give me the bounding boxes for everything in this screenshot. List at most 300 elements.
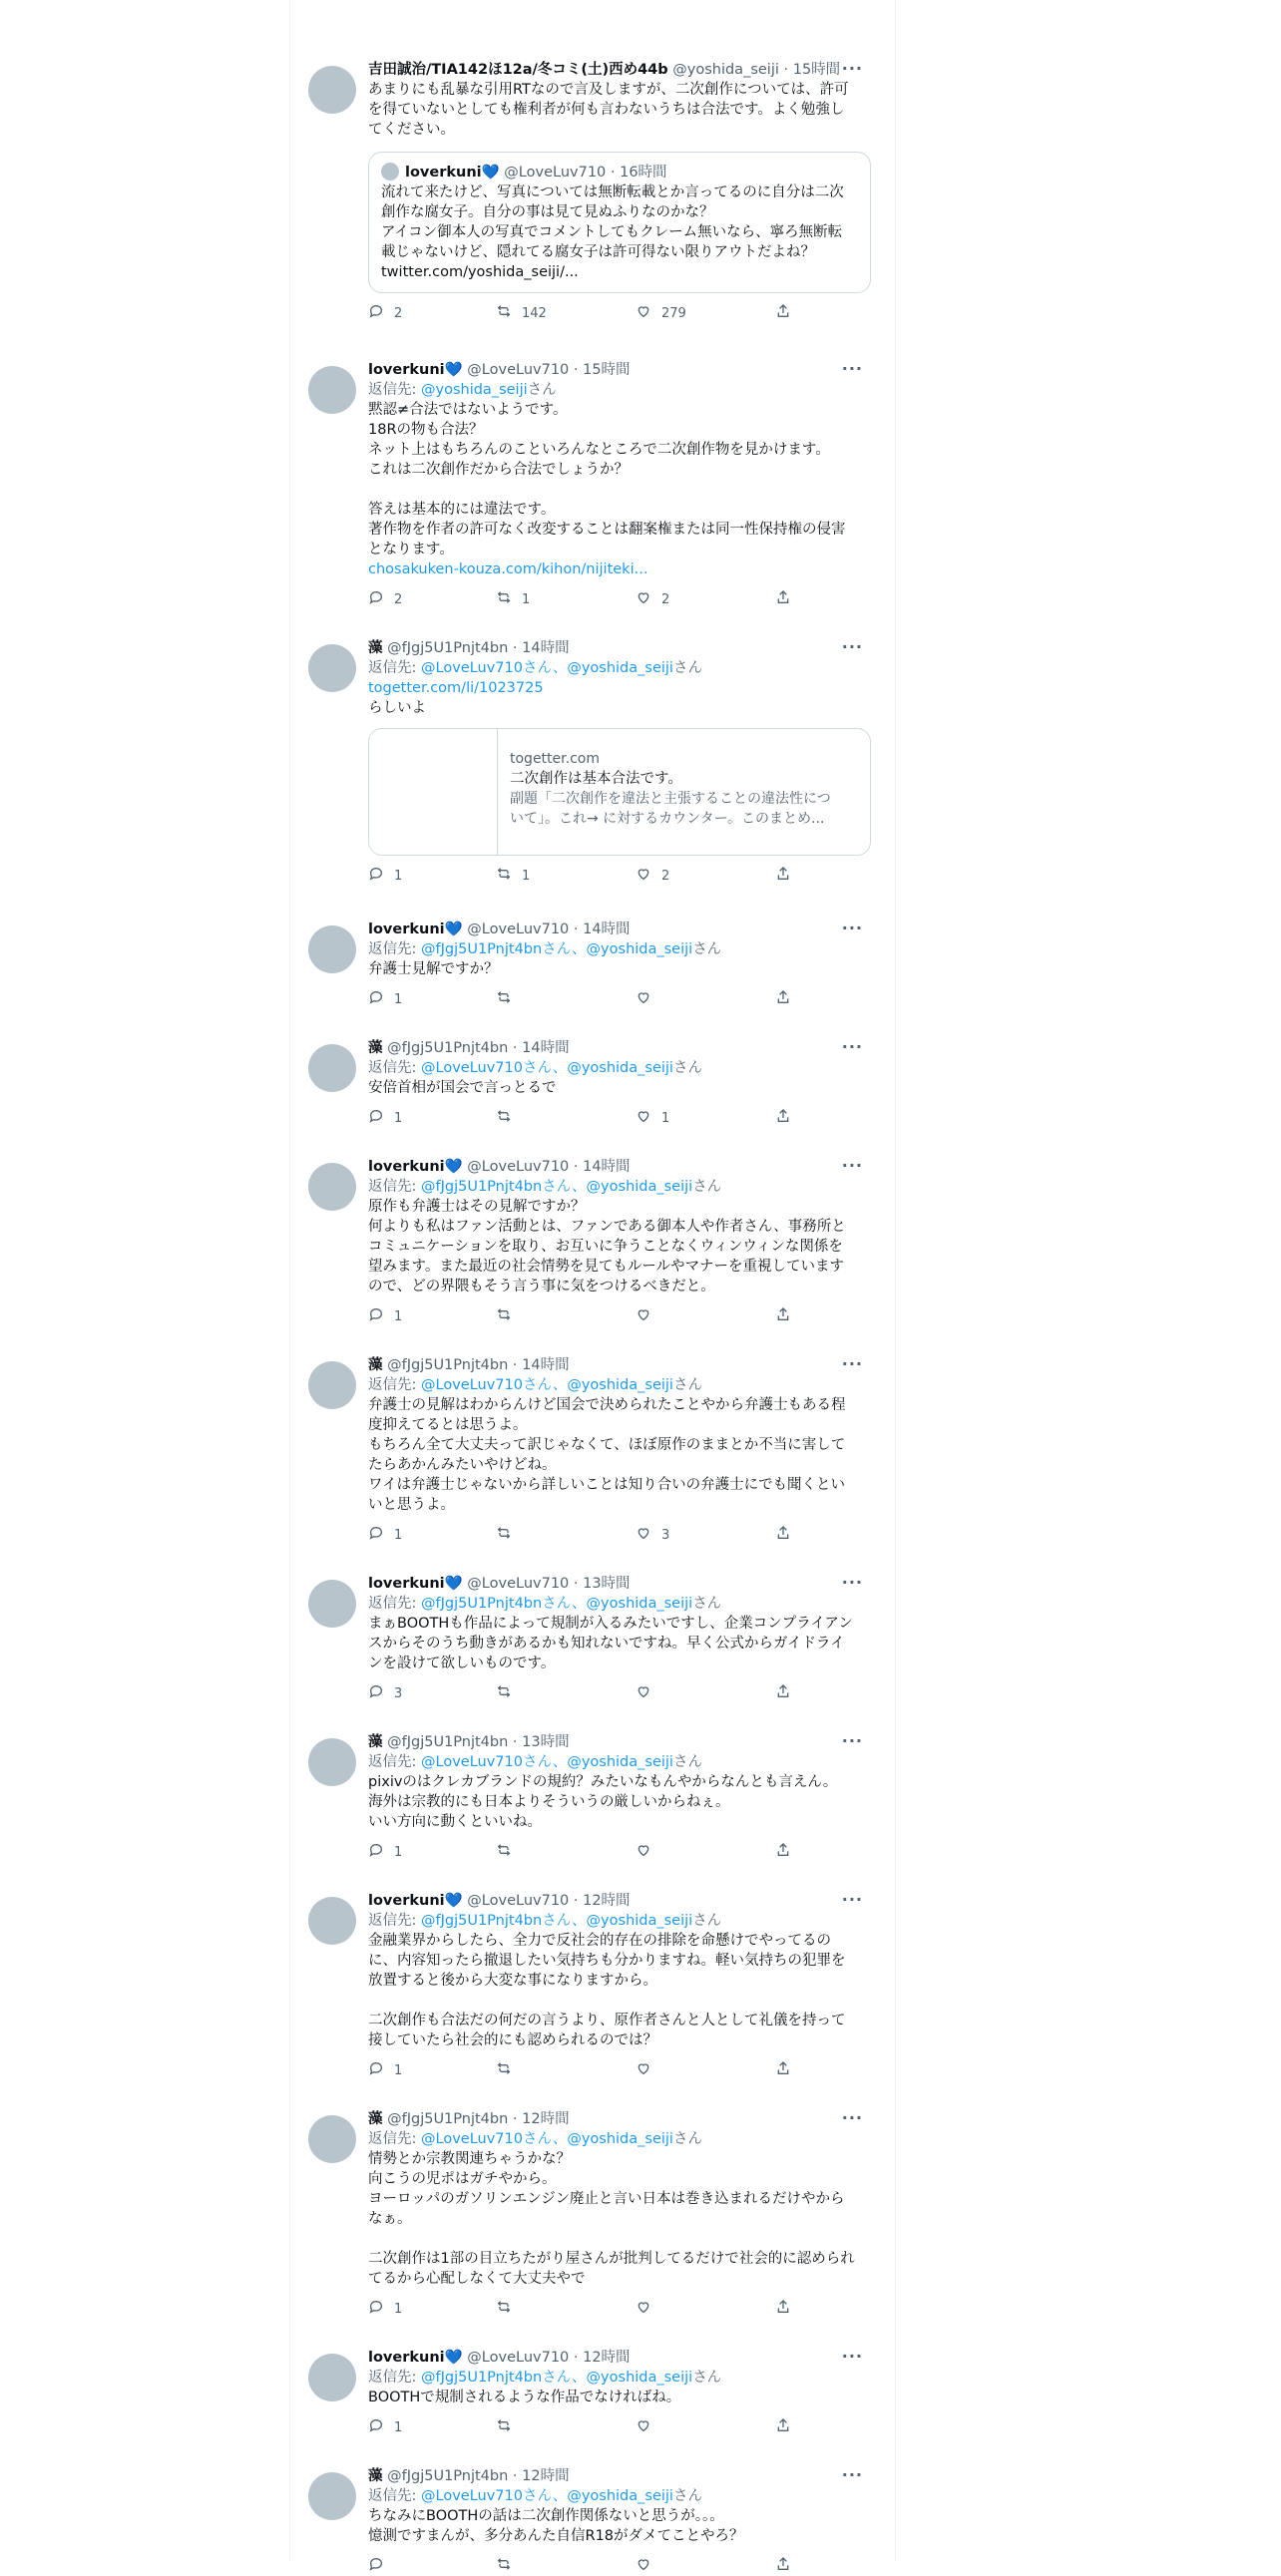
reply-count: 2 [394,305,403,321]
like-icon [636,866,651,886]
tweet-content [368,2466,879,2576]
retweet-button[interactable] [496,2556,522,2576]
tweet-header [368,1157,879,1177]
timestamp[interactable]: · 14時間 [512,1040,570,1056]
reply-count: 1 [394,868,403,884]
retweet-icon [496,2060,512,2080]
avatar[interactable] [308,366,356,414]
reply-to-mentions[interactable]: @yoshida_seiji [421,382,528,398]
author-name[interactable]: 藻 [368,1040,383,1056]
tweet-actions [368,589,879,609]
share-button[interactable] [775,589,791,609]
tweet-content [368,1891,879,2080]
like-icon [636,1842,651,1862]
tweet-content [368,1732,879,1862]
avatar[interactable] [308,1580,356,1628]
share-icon [775,2417,791,2437]
tweet-content [368,1355,879,1545]
reply-button[interactable] [368,989,402,1009]
link-card-thumbnail [369,729,498,855]
like-button[interactable] [636,989,661,1009]
retweet-button[interactable] [496,1108,522,1128]
retweet-button[interactable] [496,866,530,886]
more-options-icon[interactable]: ··· [841,2465,863,2484]
reply-icon [368,2060,384,2080]
author-handle[interactable]: @fJgj5U1Pnjt4bn [387,1357,509,1373]
reply-to-suffix: さん [672,1060,702,1076]
share-button[interactable] [775,2417,791,2437]
timestamp[interactable]: · 12時間 [573,2350,631,2366]
more-options-icon[interactable]: ··· [841,359,863,378]
like-icon [636,2556,651,2576]
share-icon [775,2060,791,2080]
retweet-icon [496,1842,512,1862]
like-icon [636,2417,651,2437]
reply-to-prefix: 返信先: [368,941,421,957]
retweet-button[interactable] [496,303,547,323]
share-icon [775,303,791,323]
retweet-button[interactable] [496,989,522,1009]
retweet-count: 1 [522,868,531,884]
author-name[interactable]: 藻 [368,1357,383,1373]
avatar[interactable] [308,2115,356,2163]
reply-icon [368,1108,384,1128]
author-handle[interactable]: @LoveLuv710 [467,1893,570,1909]
tweet-actions [368,1683,879,1703]
reply-to-mentions[interactable]: @LoveLuv710さん、@yoshida_seiji [421,2131,673,2147]
reply-to-mentions[interactable]: @fJgj5U1Pnjt4bnさん、@yoshida_seiji [421,2370,693,2386]
reply-to-mentions[interactable]: @fJgj5U1Pnjt4bnさん、@yoshida_seiji [421,1913,693,1929]
retweet-button[interactable] [496,2060,522,2080]
like-button[interactable] [636,2556,661,2576]
tweet-actions [368,1306,879,1326]
tweet-text: あまりにも乱暴な引用RTなので言及しますが、二次創作については、許可 を得ていないとしても権利者が何も言わないうちは合法です。よく勉強し てください。 [368,82,849,138]
reply-button[interactable] [368,1842,402,1862]
retweet-icon [496,2299,512,2319]
tweet-header [368,1732,879,1752]
author-name[interactable]: loverkuni💙 [368,2350,463,2366]
link-card-title: 二次創作は基本合法です。 [510,771,682,787]
reply-to-suffix: さん [672,2488,702,2504]
more-options-icon[interactable]: ··· [841,637,863,656]
more-options-icon[interactable]: ··· [841,2108,863,2127]
timestamp[interactable]: · 15時間 [783,62,841,78]
like-icon [636,989,651,1009]
tweet-actions [368,1842,879,1862]
reply-count: 1 [394,1308,403,1324]
author-handle[interactable]: @fJgj5U1Pnjt4bn [387,2468,509,2484]
retweet-icon [496,1108,512,1128]
timestamp[interactable]: · 12時間 [512,2111,570,2127]
tweet-text: 金融業界からしたら、全力で反社会的存在の排除を命懸けでやってるの に、内容知ったら撤退したい気持ちも分かりますね。軽い気持ちの犯罪を 放置すると後から大変な事になりますから。 二次創作も合法だの何だの言うより、原作者さんと人として礼儀を持って 接していたら社会的にも認められるのでは？ [368,1933,846,2048]
reply-to [368,2368,879,2388]
tweet-text: 黙認≠合法ではないようです。 18Rの物も合法？ ネット上はもちろんのこといろんなところで二次創作物を見かけます。 これは二次創作だから合法でしょうか？ 答えは基本的には違法です。 著作物を作者の許可なく改変することは翻案権または同一性保持権の侵害 となります。 [368,402,846,557]
reply-icon [368,589,384,609]
reply-button[interactable] [368,2299,402,2319]
share-button[interactable] [775,2060,791,2080]
timestamp[interactable]: · 13時間 [512,1734,570,1750]
reply-icon [368,2556,384,2576]
like-button[interactable] [636,2060,661,2080]
retweet-icon [496,1525,512,1545]
link-card[interactable] [368,728,871,856]
reply-to-prefix: 返信先: [368,1377,421,1393]
quoted-timestamp: · 16時間 [610,165,667,181]
retweet-button[interactable] [496,1525,522,1545]
avatar[interactable] [308,2354,356,2401]
retweet-icon [496,303,512,323]
avatar[interactable] [308,1044,356,1092]
tweet-header [368,638,879,658]
tweet-actions [368,303,879,323]
link-card-body [498,729,870,855]
reply-count: 1 [394,2062,403,2078]
more-options-icon[interactable]: ··· [841,1354,863,1373]
tweet-text: まぁBOOTHも作品によって規制が入るみたいですし、企業コンプライアン スからそのうち動きがあるかも知れないですね。早く公式からガイドライ ンを設けて欲しいものです。 [368,1616,853,1671]
reply-icon [368,1306,384,1326]
like-icon [636,1683,651,1703]
avatar[interactable] [308,925,356,973]
reply-to [368,1911,879,1931]
reply-icon [368,303,384,323]
retweet-count: 142 [522,305,547,321]
tweet-link[interactable]: chosakuken-kouza.com/kihon/nijiteki... [368,561,648,577]
share-icon [775,1306,791,1326]
author-name[interactable]: 藻 [368,1734,383,1750]
more-options-icon[interactable]: ··· [841,59,863,78]
like-icon [636,303,651,323]
reply-to-prefix: 返信先: [368,660,421,676]
share-button[interactable] [775,1683,791,1703]
retweet-icon [496,1683,512,1703]
like-button[interactable] [636,2299,661,2319]
share-button[interactable] [775,1306,791,1326]
reply-to-mentions[interactable]: @fJgj5U1Pnjt4bnさん、@yoshida_seiji [421,941,693,957]
tweet-actions [368,866,879,886]
more-options-icon[interactable]: ··· [841,2347,863,2366]
tweet-header [368,2348,879,2368]
reply-to-mentions[interactable]: @LoveLuv710さん、@yoshida_seiji [421,2488,673,2504]
quoted-tweet-text: 流れて来たけど、写真については無断転載とか言ってるのに自分は二次 創作な腐女子。自分の事は見て見ぬふりなのかな？ アイコン御本人の写真でコメントしてもクレーム無いなら、寧ろ無断転 載じゃないけど、隠れてる腐女子は許可得ない限りアウトだよね？ twitter.com/yoshida_seiji/... [381,184,844,280]
share-icon [775,2299,791,2319]
like-button[interactable] [636,866,669,886]
retweet-count: 1 [522,591,531,607]
author-handle[interactable]: @LoveLuv710 [467,2350,570,2366]
reply-button[interactable] [368,2060,402,2080]
author-handle[interactable]: @fJgj5U1Pnjt4bn [387,1040,509,1056]
link-card-description: 副題「二次創作を違法と主張することの違法性につ いて」。これ→ に対するカウンター。このまとめ... [510,791,831,827]
author-name[interactable]: loverkuni💙 [368,1576,463,1592]
tweet-content [368,920,879,1009]
author-handle[interactable]: @fJgj5U1Pnjt4bn [387,1734,509,1750]
tweet-text: 情勢とか宗教関連ちゃうかな？ 向こうの児ポはガチやから。 ヨーロッパのガソリンエンジン廃止と言い日本は巻き込まれるだけやから なぁ。 二次創作は1部の目立ちたがり屋さんが批判してるだけで社会的に認められ てるから心配しなくて大丈夫やで [368,2151,855,2287]
like-button[interactable] [636,1306,661,1326]
author-name[interactable]: loverkuni💙 [368,921,463,937]
share-button[interactable] [775,303,791,323]
tweet-content [368,2109,879,2319]
tweet-text: 原作も弁護士はその見解ですか？ 何よりも私はファン活動とは、ファンである御本人や作者さん、事務所と コミュニケーションを取り、お互いに争うことなくウィンウィンな関係を 望みます。また最近の社会情勢を見てもルールやマナーを重視しています ので、どの界隈もそう言う事に気をつけるべきだと。 [368,1199,846,1294]
reply-to [368,380,879,400]
reply-to-suffix: さん [692,1179,722,1195]
tweet-actions [368,1525,879,1545]
timestamp[interactable]: · 13時間 [573,1576,631,1592]
tweet-content [368,1157,879,1326]
reply-to-mentions[interactable]: @LoveLuv710さん、@yoshida_seiji [421,1377,673,1393]
reply-to [368,1058,879,1078]
avatar[interactable] [308,66,356,114]
reply-to-prefix: 返信先: [368,1913,421,1929]
tweet-text: 安倍首相が国会で言っとるで [368,1080,557,1096]
reply-to-suffix: さん [692,941,722,957]
like-count: 279 [661,305,686,321]
quoted-tweet[interactable] [368,152,871,293]
tweet-content [368,2348,879,2437]
reply-to [368,658,879,678]
more-options-icon[interactable]: ··· [841,1731,863,1750]
reply-to-mentions[interactable]: @fJgj5U1Pnjt4bnさん、@yoshida_seiji [421,1596,693,1612]
quoted-author-name: loverkuni💙 [405,165,500,181]
retweet-icon [496,2417,512,2437]
share-icon [775,2556,791,2576]
share-button[interactable] [775,989,791,1009]
like-button[interactable] [636,2417,661,2437]
tweet-content [368,638,879,886]
avatar[interactable] [308,1361,356,1409]
reply-to-prefix: 返信先: [368,1596,421,1612]
reply-to [368,2129,879,2149]
like-icon [636,1108,651,1128]
like-count: 2 [661,868,670,884]
more-options-icon[interactable]: ··· [841,1156,863,1175]
reply-button[interactable] [368,303,402,323]
retweet-button[interactable] [496,1306,522,1326]
reply-to-suffix: さん [672,1377,702,1393]
retweet-button[interactable] [496,2299,522,2319]
like-icon [636,1525,651,1545]
retweet-button[interactable] [496,589,530,609]
timestamp[interactable]: · 14時間 [512,640,570,656]
share-button[interactable] [775,1108,791,1128]
reply-icon [368,1525,384,1545]
reply-button[interactable] [368,2417,402,2437]
share-button[interactable] [775,1525,791,1545]
tweet-content [368,1574,879,1703]
author-name[interactable]: 吉田誠治/TIA142ほ12a/冬コミ(土)西め44b [368,62,668,78]
timestamp[interactable]: · 14時間 [573,1159,631,1175]
reply-button[interactable] [368,589,402,609]
more-options-icon[interactable]: ··· [841,1037,863,1056]
author-handle[interactable]: @LoveLuv710 [467,1576,570,1592]
retweet-icon [496,589,512,609]
author-handle[interactable]: @yoshida_seiji [672,62,779,78]
reply-to-mentions[interactable]: @LoveLuv710さん、@yoshida_seiji [421,1754,673,1770]
share-icon [775,866,791,886]
reply-to-prefix: 返信先: [368,2131,421,2147]
reply-to [368,1752,879,1772]
reply-icon [368,2299,384,2319]
reply-count: 1 [394,2419,403,2435]
author-handle[interactable]: @LoveLuv710 [467,362,570,378]
tweet-header [368,1355,879,1375]
timestamp[interactable]: · 14時間 [573,921,631,937]
author-name[interactable]: 藻 [368,2111,383,2127]
like-button[interactable] [636,1683,661,1703]
reply-icon [368,866,384,886]
reply-to-suffix: さん [672,2131,702,2147]
reply-count: 3 [394,1685,403,1701]
reply-to-prefix: 返信先: [368,1754,421,1770]
like-button[interactable] [636,589,669,609]
tweet-header [368,1891,879,1911]
reply-icon [368,1683,384,1703]
share-icon [775,1683,791,1703]
tweet-header [368,2109,879,2129]
tweet-text: pixivのはクレカブランドの規約？みたいなもんやからなんとも言えん。 海外は宗教的にも日本よりそういうの厳しいからねぇ。 いい方向に動くといいね。 [368,1774,838,1830]
tweet-link[interactable]: togetter.com/li/1023725 [368,680,544,696]
share-button[interactable] [775,866,791,886]
author-name[interactable]: 藻 [368,640,383,656]
retweet-button[interactable] [496,2417,522,2437]
avatar[interactable] [308,1897,356,1945]
author-handle[interactable]: @LoveLuv710 [467,921,570,937]
like-icon [636,2299,651,2319]
retweet-icon [496,2556,512,2576]
share-icon [775,589,791,609]
avatar[interactable] [308,1738,356,1786]
share-icon [775,1525,791,1545]
like-count: 2 [661,591,670,607]
reply-to-mentions[interactable]: @LoveLuv710さん、@yoshida_seiji [421,1060,673,1076]
reply-to [368,1177,879,1197]
reply-icon [368,1842,384,1862]
tweet-actions [368,1108,879,1128]
author-handle[interactable]: @LoveLuv710 [467,1159,570,1175]
timestamp[interactable]: · 12時間 [573,1893,631,1909]
tweet-text: ちなみにBOOTHの話は二次創作関係ないと思うが。。。 憶測ですまんが、多分あんた自信R18がダメてことやろ？ [368,2508,744,2544]
share-button[interactable] [775,2556,791,2576]
reply-count: 1 [394,1527,403,1543]
tweet-header [368,2466,879,2486]
reply-to [368,939,879,959]
reply-to-suffix: さん [692,1596,722,1612]
tweet-actions [368,989,879,1009]
like-icon [636,589,651,609]
author-handle[interactable]: @fJgj5U1Pnjt4bn [387,640,509,656]
reply-icon [368,2417,384,2437]
reply-button[interactable] [368,1108,402,1128]
like-button[interactable] [636,303,686,323]
tweet-actions [368,2060,879,2080]
reply-to-suffix: さん [692,1913,722,1929]
tweet-header [368,60,879,80]
tweet-header [368,1574,879,1594]
tweet-content [368,360,879,609]
reply-to-mentions[interactable]: @LoveLuv710さん、@yoshida_seiji [421,660,673,676]
more-options-icon[interactable]: ··· [841,1573,863,1592]
tweet-actions [368,2299,879,2319]
timeline-column [289,0,896,2561]
tweet-text: BOOTHで規制されるような作品でなければね。 [368,2390,681,2405]
like-button[interactable] [636,1108,669,1128]
quoted-author-handle: @LoveLuv710 [504,165,607,181]
more-options-icon[interactable]: ··· [841,1890,863,1909]
tweet-content [368,60,879,323]
reply-count: 1 [394,2301,403,2317]
reply-to [368,2486,879,2506]
reply-to-suffix: さん [672,1754,702,1770]
reply-count: 1 [394,1110,403,1126]
reply-count: 2 [394,591,403,607]
reply-to-prefix: 返信先: [368,1060,421,1076]
reply-to [368,1375,879,1395]
share-icon [775,1842,791,1862]
reply-button[interactable] [368,866,402,886]
tweet-header [368,1038,879,1058]
like-button[interactable] [636,1842,661,1862]
timestamp[interactable]: · 14時間 [512,1357,570,1373]
retweet-button[interactable] [496,1683,522,1703]
avatar[interactable] [308,644,356,692]
quoted-avatar [381,163,399,181]
like-button[interactable] [636,1525,669,1545]
reply-button[interactable] [368,1306,402,1326]
reply-to-prefix: 返信先: [368,2488,421,2504]
author-name[interactable]: loverkuni💙 [368,1159,463,1175]
avatar[interactable] [308,2472,356,2520]
reply-icon [368,989,384,1009]
reply-to [368,1594,879,1614]
reply-button[interactable] [368,2556,394,2576]
reply-to-suffix: さん [692,2370,722,2386]
share-button[interactable] [775,1842,791,1862]
more-options-icon[interactable]: ··· [841,919,863,937]
retweet-icon [496,866,512,886]
reply-button[interactable] [368,1683,402,1703]
retweet-icon [496,1306,512,1326]
link-card-domain: togetter.com [510,751,600,767]
reply-to-prefix: 返信先: [368,382,421,398]
share-button[interactable] [775,2299,791,2319]
tweet-actions [368,2417,879,2437]
retweet-button[interactable] [496,1842,522,1862]
author-handle[interactable]: @fJgj5U1Pnjt4bn [387,2111,509,2127]
reply-count: 1 [394,1844,403,1860]
reply-to-prefix: 返信先: [368,1179,421,1195]
author-name[interactable]: 藻 [368,2468,383,2484]
reply-count: 1 [394,991,403,1007]
author-name[interactable]: loverkuni💙 [368,1893,463,1909]
avatar[interactable] [308,1163,356,1211]
share-icon [775,989,791,1009]
timestamp[interactable]: · 12時間 [512,2468,570,2484]
reply-to-suffix: さん [672,660,702,676]
tweet-content [368,1038,879,1128]
like-count: 3 [661,1527,670,1543]
like-icon [636,2060,651,2080]
reply-button[interactable] [368,1525,402,1545]
timestamp[interactable]: · 15時間 [573,362,631,378]
tweet-text: らしいよ [368,700,426,716]
tweet-text: 弁護士の見解はわからんけど国会で決められたことやから弁護士もある程 度抑えてるとは思うよ。 もちろん全て大丈夫って訳じゃなくて、ほぼ原作のままとか不当に害して たらあかんみたいやけどね。 ワイは弁護士じゃないから詳しいことは知り合いの弁護士にでも聞くとい いと思うよ。 [368,1397,846,1513]
retweet-icon [496,989,512,1009]
author-name[interactable]: loverkuni💙 [368,362,463,378]
reply-to-suffix: さん [527,382,557,398]
tweet-actions [368,2556,879,2576]
reply-to-mentions[interactable]: @fJgj5U1Pnjt4bnさん、@yoshida_seiji [421,1179,693,1195]
like-icon [636,1306,651,1326]
tweet-header [368,360,879,380]
tweet-header [368,920,879,939]
